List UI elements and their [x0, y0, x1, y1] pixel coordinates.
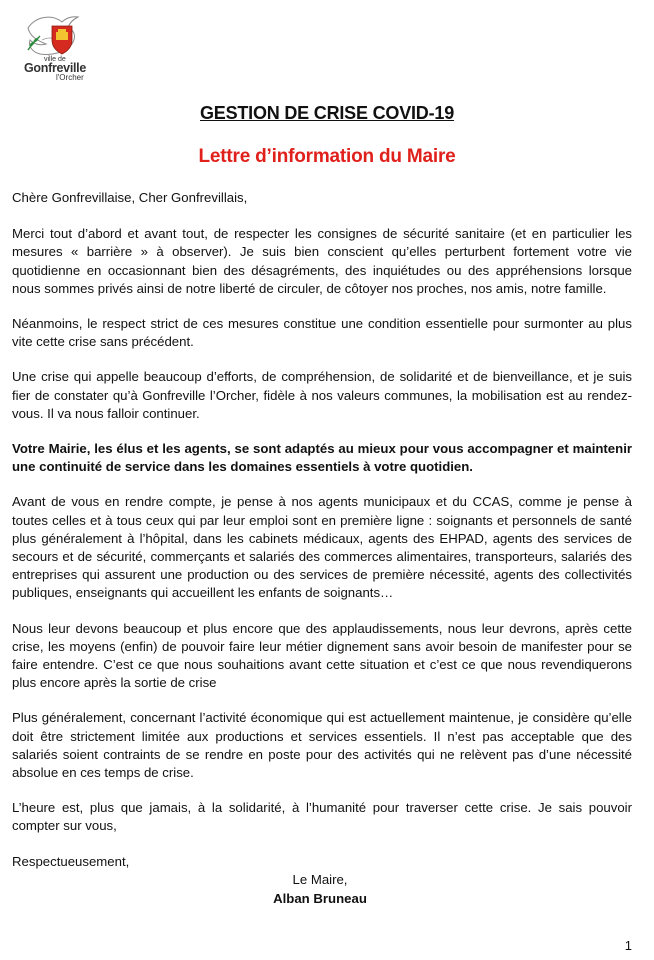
- paragraph: Avant de vous en rendre compte, je pense à nos agents municipaux et du CCAS, comme je pense à toutes celles et à tous ceux qui par leur emploi sont en première ligne : soignants et personnels de santé plus généralement à l’hôpital, dans les cabinets médicaux, agents des EHPAD, agents des services de secours et de sécurité, commerçants et salariés des commerces alimentaires, transporteurs, salariés des entreprises qui assurent une production ou des services de première nécessité, agents des collectivités publiques, enseignants qui accueillent les enfants de soignants…: [12, 494, 632, 601]
- paragraph: Une crise qui appelle beaucoup d’efforts, de compréhension, de solidarité et de bienveillance, et je suis fier de constater qu’à Gonfreville l’Orcher, fidèle à nos valeurs communes, la mobilisation est au rendez-vous. Il va nous falloir continuer.: [12, 369, 632, 421]
- letter-body: [12, 189, 632, 888]
- paragraph: L’heure est, plus que jamais, à la solidarité, à l’humanité pour traverser cette crise. Je sais pouvoir compter sur vous,: [12, 800, 632, 834]
- signature-role: Le Maire,: [292, 872, 348, 887]
- paragraph: Nous leur devons beaucoup et plus encore que des applaudissements, nous leur devrons, après cette crise, les moyens (enfin) de pouvoir faire leur métier dignement sans avoir besoin de manifester pour se faire entendre. C’est ce que nous souhaitions avant cette situation et c’est ce que nous revendiquerons plus encore après la sortie de crise: [12, 620, 632, 691]
- signature-name: Alban Bruneau: [273, 891, 367, 906]
- paragraph: Plus généralement, concernant l’activité économique qui est actuellement maintenue, je considère qu’elle doit être strictement limitée aux productions et services essentiels. Il n’est pas acceptable que des salariés soient contraints de se rendre en poste pour des activités qui ne relèvent pas d’une nécessité absolue en ces temps de crise.: [12, 710, 632, 781]
- signature-block: [0, 870, 640, 908]
- paragraph-bold: Votre Mairie, les élus et les agents, se sont adaptés au mieux pour vous accompagner et maintenir une continuité de service dans les domaines essentiels à votre quotidien.: [12, 441, 632, 475]
- logo-line-1: ville de: [44, 56, 66, 63]
- closing: Respectueusement,: [12, 853, 130, 869]
- logo-line-2: Gonfreville: [24, 61, 86, 75]
- paragraph: Néanmoins, le respect strict de ces mesures constitue une condition essentielle pour surmonter au plus vite cette crise sans précédent.: [12, 316, 632, 350]
- page-number: 1: [624, 938, 632, 953]
- logo-line-3: l'Orcher: [56, 73, 84, 82]
- paragraph: Merci tout d’abord et avant tout, de respecter les consignes de sécurité sanitaire (et en particulier les mesures « barrière » à observer). Je suis bien conscient qu’elles perturbent fortement votre vie quotidienne en occasionnant bien des désagréments, des inquiétudes ou des appréhensions lorsque nous sommes privés ainsi de notre liberté de circuler, de côtoyer nos proches, nos amis, notre famille.: [12, 226, 632, 296]
- document-subtitle: Lettre d’information du Maire: [198, 146, 456, 167]
- greeting: Chère Gonfrevillaise, Cher Gonfrevillais,: [12, 190, 248, 205]
- document-title: GESTION DE CRISE COVID-19: [199, 103, 455, 123]
- logo-wordmark: [24, 56, 94, 82]
